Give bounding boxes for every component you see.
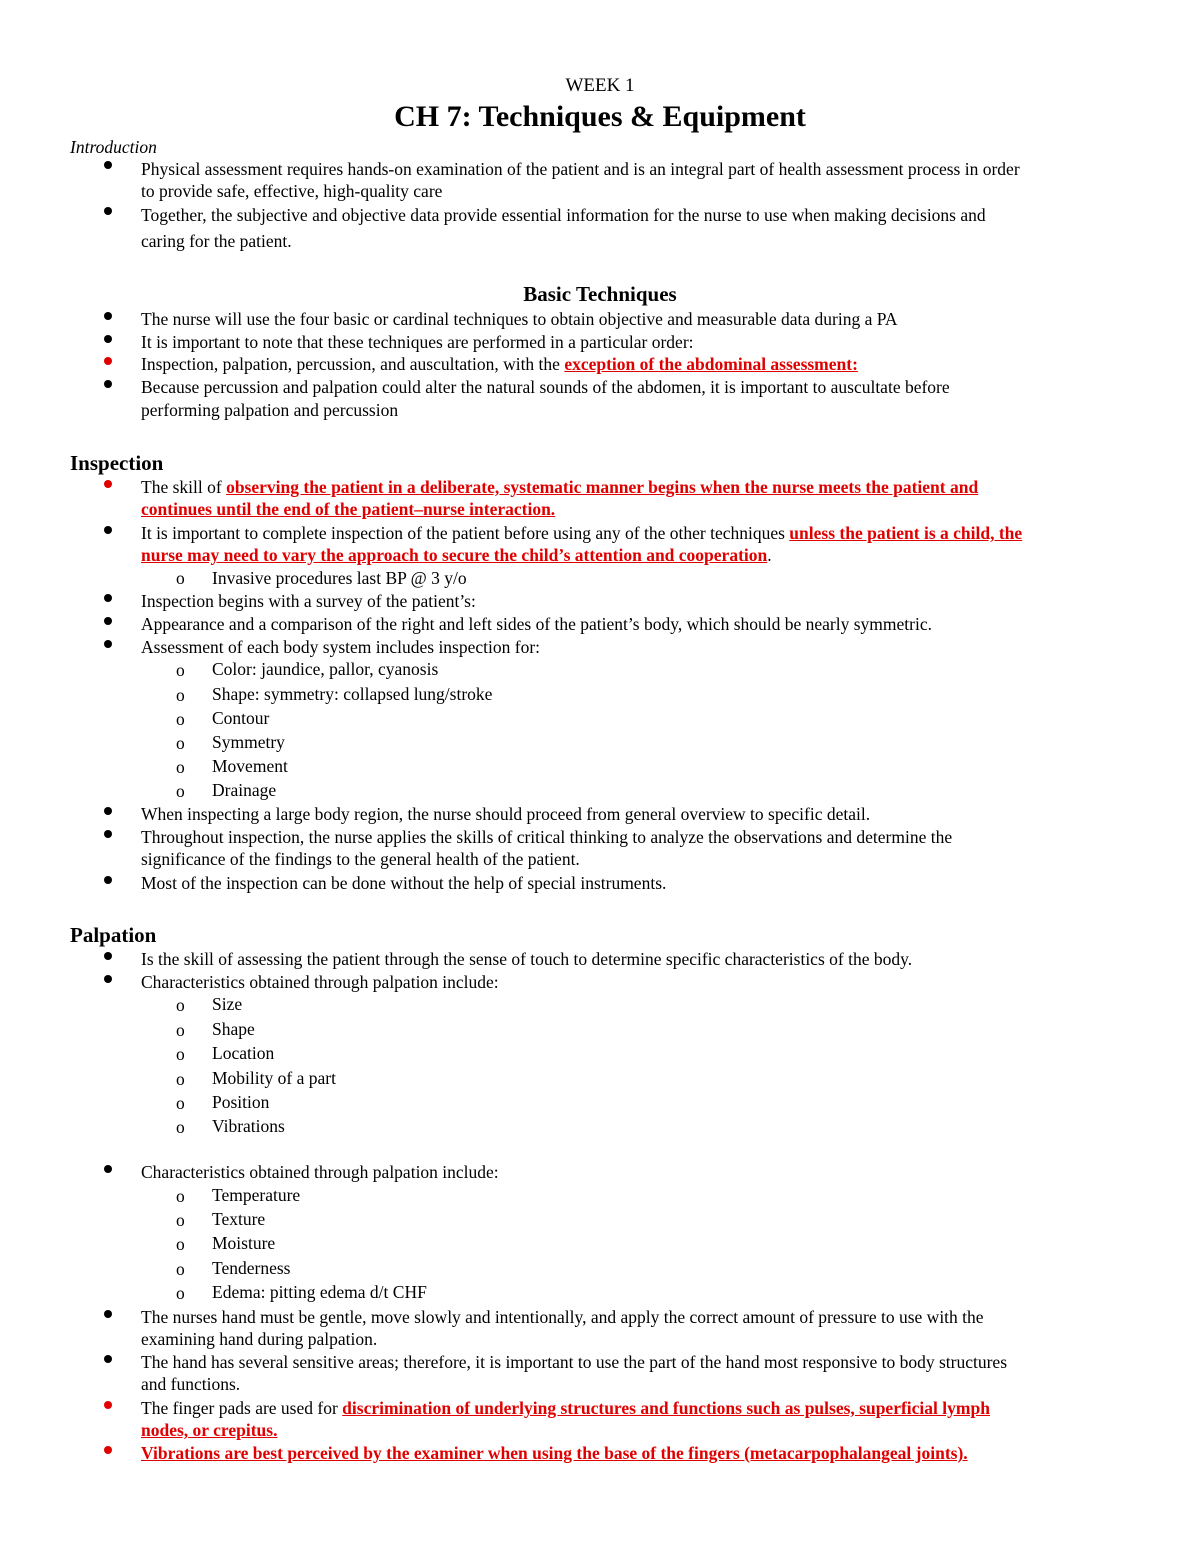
list-item: When inspecting a large body region, the nurse should proceed from general overview to specific detail. — [141, 804, 871, 824]
sub-list-item: Color: jaundice, pallor, cyanosis — [212, 659, 439, 679]
sub-bullet-icon: o — [176, 1093, 185, 1113]
list-item-cont: caring for the patient. — [141, 231, 292, 251]
list-item: It is important to note that these techniques are performed in a particular order: — [141, 332, 694, 352]
sub-bullet-icon: o — [176, 1020, 185, 1040]
sub-list-item: Moisture — [212, 1233, 276, 1253]
sub-bullet-icon: o — [176, 1069, 185, 1089]
bullet-icon — [104, 1165, 112, 1173]
highlight-text: continues until the end of the patient–nurse interaction. — [141, 499, 556, 519]
highlight-text: nodes, or crepitus. — [141, 1420, 278, 1440]
page-title: CH 7: Techniques & Equipment — [394, 100, 806, 133]
text: . — [767, 545, 772, 565]
list-item: Is the skill of assessing the patient through the sense of touch to determine specific characteristics of the body. — [141, 949, 913, 969]
sub-bullet-icon: o — [176, 781, 185, 801]
bullet-icon — [104, 876, 112, 884]
list-item: Appearance and a comparison of the right and left sides of the patient’s body, which should be nearly symmetric. — [141, 614, 932, 634]
bullet-icon — [104, 807, 112, 815]
list-item: Throughout inspection, the nurse applies the skills of critical thinking to analyze the observations and determine the — [141, 827, 953, 847]
week-label: WEEK 1 — [565, 75, 635, 96]
bullet-icon — [104, 1355, 112, 1363]
sub-list-item: Shape — [212, 1019, 255, 1039]
bullet-icon — [104, 617, 112, 625]
list-item-cont — [141, 544, 772, 566]
bullet-icon-red — [104, 357, 112, 365]
list-item: Physical assessment requires hands-on examination of the patient and is an integral part of health assessment process in order — [141, 159, 1020, 179]
text: It is important to complete inspection of the patient before using any of the other techniques — [141, 523, 790, 543]
sub-list-item: Symmetry — [212, 732, 285, 752]
list-item — [141, 1397, 990, 1419]
list-item: Inspection begins with a survey of the patient’s: — [141, 591, 476, 611]
bullet-icon — [104, 161, 112, 169]
sub-list-item: Movement — [212, 756, 288, 776]
text: The finger pads are used for — [141, 1398, 343, 1418]
sub-bullet-icon: o — [176, 685, 185, 705]
sub-list-item: Size — [212, 994, 243, 1014]
bullet-icon — [104, 830, 112, 838]
bullet-icon — [104, 526, 112, 534]
sub-list-item: Mobility of a part — [212, 1068, 336, 1088]
sub-list-item: Tenderness — [212, 1258, 291, 1278]
section-title-palpation: Palpation — [70, 923, 157, 947]
list-item: Vibrations are best perceived by the examiner when using the base of the fingers (metacarpophalangeal joints). — [141, 1443, 968, 1463]
sub-list-item: Temperature — [212, 1185, 301, 1205]
highlight-text: unless the patient is a child, the — [789, 523, 1023, 543]
list-item: Because percussion and palpation could alter the natural sounds of the abdomen, it is important to auscultate before — [141, 377, 950, 397]
list-item: The nurses hand must be gentle, move slowly and intentionally, and apply the correct amount of pressure to use with the — [141, 1307, 984, 1327]
bullet-icon — [104, 594, 112, 602]
sub-list-item: Invasive procedures last BP @ 3 y/o — [212, 568, 467, 588]
bullet-icon — [104, 380, 112, 388]
list-item: Together, the subjective and objective data provide essential information for the nurse to use when making decisions and — [141, 205, 986, 225]
sub-list-item: Shape: symmetry: collapsed lung/stroke — [212, 684, 493, 704]
text: Inspection, palpation, percussion, and auscultation, with the — [141, 354, 565, 374]
list-item-cont: significance of the findings to the general health of the patient. — [141, 849, 580, 869]
text: The skill of — [141, 477, 227, 497]
sub-bullet-icon: o — [176, 568, 185, 588]
list-item — [141, 522, 1022, 544]
sub-list-item: Drainage — [212, 780, 277, 800]
list-item: The nurse will use the four basic or cardinal techniques to obtain objective and measurable data during a PA — [141, 309, 898, 329]
list-item — [141, 353, 858, 375]
highlight-text: observing the patient in a deliberate, systematic manner begins when the nurse meets the patient and — [226, 477, 979, 497]
list-item: Most of the inspection can be done without the help of special instruments. — [141, 873, 667, 893]
intro-label: Introduction — [70, 137, 157, 157]
list-item-cont: examining hand during palpation. — [141, 1329, 378, 1349]
sub-bullet-icon: o — [176, 1210, 185, 1230]
bullet-icon — [104, 312, 112, 320]
list-item-cont: and functions. — [141, 1374, 241, 1394]
sub-list-item: Position — [212, 1092, 270, 1112]
bullet-icon — [104, 335, 112, 343]
sub-bullet-icon: o — [176, 757, 185, 777]
bullet-icon — [104, 207, 112, 215]
bullet-icon — [104, 975, 112, 983]
sub-bullet-icon: o — [176, 709, 185, 729]
highlight-text: nurse may need to vary the approach to secure the child’s attention and cooperation — [141, 545, 768, 565]
list-item-cont: to provide safe, effective, high-quality care — [141, 181, 443, 201]
list-item: Assessment of each body system includes inspection for: — [141, 637, 541, 657]
highlight-text: discrimination of underlying structures and functions such as pulses, superficial lymph — [342, 1398, 990, 1418]
sub-list-item: Texture — [212, 1209, 266, 1229]
highlight-text: exception of the abdominal assessment: — [564, 354, 858, 374]
sub-bullet-icon: o — [176, 995, 185, 1015]
sub-bullet-icon: o — [176, 1117, 185, 1137]
sub-bullet-icon: o — [176, 1259, 185, 1279]
list-item: Characteristics obtained through palpation include: — [141, 1162, 499, 1182]
list-item: Characteristics obtained through palpation include: — [141, 972, 499, 992]
sub-list-item: Vibrations — [212, 1116, 285, 1136]
sub-bullet-icon: o — [176, 1186, 185, 1206]
bullet-icon-red — [104, 480, 112, 488]
bullet-icon-red — [104, 1446, 112, 1454]
list-item-cont: performing palpation and percussion — [141, 400, 399, 420]
sub-bullet-icon: o — [176, 1044, 185, 1064]
list-item — [141, 476, 978, 498]
sub-bullet-icon: o — [176, 1234, 185, 1254]
sub-bullet-icon: o — [176, 660, 185, 680]
sub-list-item: Contour — [212, 708, 270, 728]
sub-bullet-icon: o — [176, 733, 185, 753]
sub-list-item: Edema: pitting edema d/t CHF — [212, 1282, 427, 1302]
section-title-inspection: Inspection — [70, 451, 164, 475]
list-item: The hand has several sensitive areas; therefore, it is important to use the part of the hand most responsive to body structures — [141, 1352, 1008, 1372]
sub-bullet-icon: o — [176, 1283, 185, 1303]
sub-list-item: Location — [212, 1043, 275, 1063]
bullet-icon — [104, 952, 112, 960]
bullet-icon-red — [104, 1401, 112, 1409]
section-title-basic: Basic Techniques — [523, 282, 677, 306]
bullet-icon — [104, 640, 112, 648]
bullet-icon — [104, 1310, 112, 1318]
